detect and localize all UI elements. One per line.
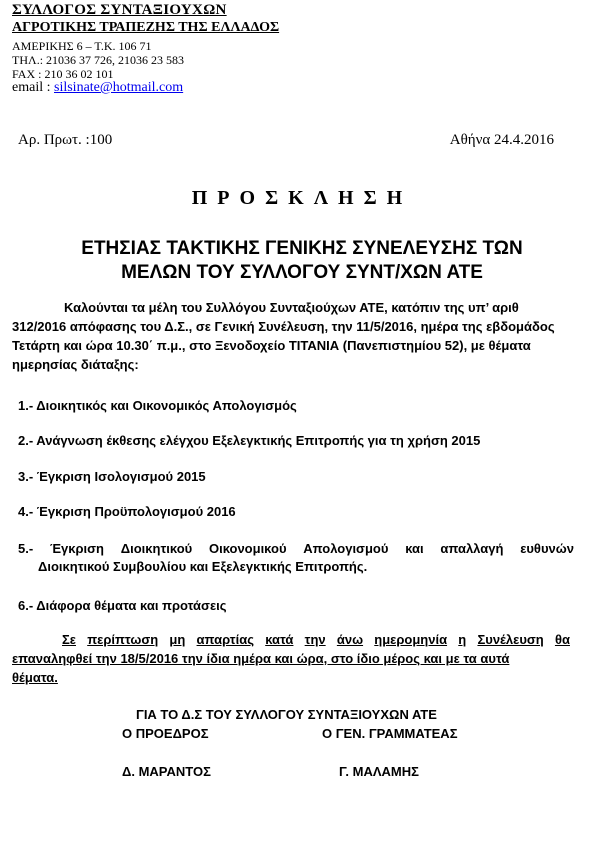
agenda-item-5-line2: Διοικητικού Συμβουλίου και Εξελεγκτικής Επιτροπής. — [38, 559, 368, 574]
closing-word: Σε — [62, 632, 76, 647]
closing-word: περίπτωση — [87, 632, 159, 647]
intro-paragraph — [12, 298, 578, 374]
agenda-item-6: 6.- Διάφορα θέματα και προτάσεις — [18, 598, 227, 613]
agenda-item-5-line1 — [18, 540, 574, 558]
letterhead-fax: FAX : 210 36 02 101 — [12, 67, 114, 81]
closing-word: ημερομηνία — [374, 632, 448, 647]
agenda-item-3: 3.- Έγκριση Ισολογισμού 2015 — [18, 469, 206, 484]
agenda-item-2: 2.- Ανάγνωση έκθεσης ελέγχου Εξελεγκτικής Επιτροπής για τη χρήση 2015 — [18, 433, 481, 448]
closing-note — [12, 630, 570, 687]
date-city: Αθήνα 24.4.2016 — [449, 132, 554, 148]
closing-line1 — [62, 630, 570, 649]
letterhead-line1: ΣΥΛΛΟΓΟΣ ΣΥΝΤΑΞΙΟΥΧΩΝ — [12, 2, 227, 18]
letterhead-email-row — [12, 80, 183, 96]
closing-word: την — [304, 632, 326, 647]
subtitle-line1: ΕΤΗΣΙΑΣ ΤΑΚΤΙΚΗΣ ΓΕΝΙΚΗΣ ΣΥΝΕΛΕΥΣΗΣ ΤΩΝ — [81, 238, 523, 259]
protocol-number: Αρ. Πρωτ. :100 — [18, 132, 113, 148]
letterhead-phone: ΤΗΛ.: 21036 37 726, 21036 23 583 — [12, 53, 185, 67]
agenda-item-5-word: Απολογισμού — [303, 541, 389, 556]
agenda-item-5-word: 5.- — [18, 541, 34, 556]
closing-word: η — [458, 632, 467, 647]
agenda-item-5-word: Διοικητικού — [120, 541, 193, 556]
intro-line2: 312/2016 απόφασης του Δ.Σ., σε Γενική Συνέλευση, την 11/5/2016, ημέρα της εβδομάδος — [12, 319, 555, 334]
agenda-item-5-word: και — [405, 541, 424, 556]
letterhead-line2: ΑΓΡΟΤΙΚΗΣ ΤΡΑΠΕΖΗΣ ΤΗΣ ΕΛΛΑΔΟΣ — [12, 20, 280, 35]
agenda-item-5-word: Οικονομικού — [208, 541, 287, 556]
agenda-item-5-word: απαλλαγή — [440, 541, 504, 556]
closing-word: απαρτίας — [196, 632, 254, 647]
closing-word: άνω — [336, 632, 364, 647]
email-label: email : — [12, 80, 54, 95]
closing-word: Συνέλευση — [477, 632, 544, 647]
closing-word: μη — [169, 632, 186, 647]
agenda-item-4: 4.- Έγκριση Προϋπολογισμού 2016 — [18, 504, 236, 519]
agenda-item-5 — [18, 540, 574, 576]
closing-line3: θέματα. — [12, 670, 58, 685]
subtitle-line2: ΜΕΛΩΝ ΤΟΥ ΣΥΛΛΟΓΟΥ ΣΥΝΤ/ΧΩΝ ΑΤΕ — [121, 262, 483, 283]
secretary-title: Ο ΓΕΝ. ΓΡΑΜΜΑΤΕΑΣ — [322, 726, 458, 741]
closing-word: θα — [554, 632, 570, 647]
agenda-item-5-word: ευθυνών — [520, 541, 574, 556]
intro-line4: ημερησίας διάταξης: — [12, 357, 139, 372]
closing-word: κατά — [265, 632, 294, 647]
secretary-name: Γ. ΜΑΛΑΜΗΣ — [339, 764, 419, 779]
signature-header: ΓΙΑ ΤΟ Δ.Σ ΤΟΥ ΣΥΛΛΟΓΟΥ ΣΥΝΤΑΞΙΟΥΧΩΝ ΑΤΕ — [136, 707, 437, 722]
intro-line1: Καλούνται τα μέλη του Συλλόγου Συνταξιούχων ΑΤΕ, κατόπιν της υπ’ αριθ — [64, 300, 519, 315]
letterhead-address: ΑΜΕΡΙΚΗΣ 6 – Τ.Κ. 106 71 — [12, 39, 152, 53]
agenda-item-5-word: Έγκριση — [49, 541, 104, 556]
intro-line3: Τετάρτη και ώρα 10.30΄ π.μ., στο Ξενοδοχείο ΤΙΤΑΝΙΑ (Πανεπιστημίου 52), με θέματα — [12, 338, 531, 353]
agenda-item-1: 1.- Διοικητικός και Οικονομικός Απολογισμός — [18, 398, 297, 413]
closing-line2: επαναληφθεί την 18/5/2016 την ίδια ημέρα και ώρα, στο ίδιο μέρος και με τα αυτά — [12, 651, 510, 666]
president-name: Δ. ΜΑΡΑΝΤΟΣ — [122, 764, 211, 779]
document-title: ΠΡΟΣΚΛΗΣΗ — [191, 187, 413, 209]
email-link[interactable]: silsinate@hotmail.com — [54, 80, 184, 95]
president-title: Ο ΠΡΟΕΔΡΟΣ — [122, 726, 209, 741]
